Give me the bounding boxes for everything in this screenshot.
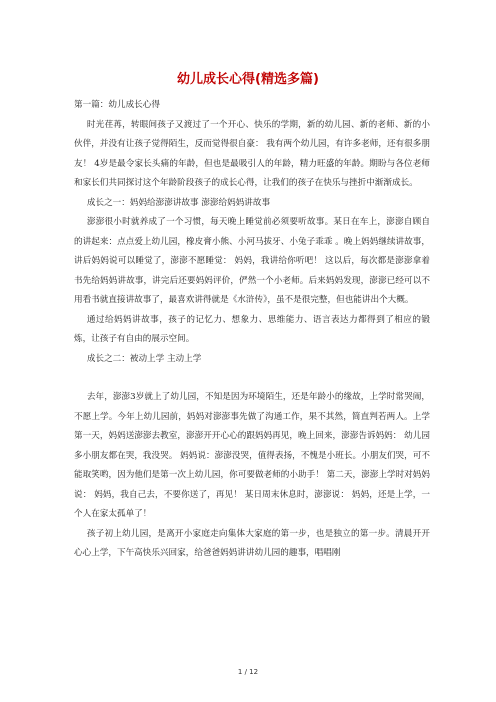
- paragraph-storytelling-summary: 通过给妈妈讲故事，孩子的记忆力、想象力、思维能力、语言表达力都得到了相应的锻炼，让孩子有自由的展示空间。: [74, 314, 430, 344]
- subheading-growth-two: 成长之二：被动上学 主动上学: [86, 353, 202, 364]
- document-title: 幼儿成长心得(精选多篇): [177, 72, 319, 87]
- section-heading: 第一篇：幼儿成长心得: [74, 100, 160, 110]
- document-body: [74, 96, 430, 564]
- subheading-growth-one: 成长之一：妈妈给澎澎讲故事 澎澎给妈妈讲故事: [86, 197, 271, 208]
- paragraph-intro: 时光荏苒，转眼间孩子又渡过了一个开心、快乐的学期，新的幼儿园、新的老师、新的小伙伴，并没有让孩子觉得陌生，反而觉得很自豪： 我有两个幼儿园，有许多老师，还有很多朋友！ 4岁是最令家长头痛的年龄，但也是最吸引人的年龄，精力旺盛的年龄。期盼与各位老师和家长们共同探讨这个年龄阶段孩子的成长心得，让我们的孩子在快乐与挫折中渐渐成长。: [74, 119, 430, 188]
- paragraph-school-summary: 孩子初上幼儿园，是离开小家庭走向集体大家庭的第一步，也是独立的第一步。清晨开开心心上学，下午高快乐兴回家，给爸爸妈妈讲讲幼儿园的趣事，唱唱刚: [74, 528, 430, 558]
- page-number: 1 / 12: [237, 668, 259, 676]
- paragraph-school: 去年，澎澎3岁就上了幼儿园，不知是因为环境陌生，还是年龄小的缘故，上学时常哭闹，不愿上学。今年上幼儿园前，妈妈对澎澎事先做了沟通工作，果不其然，简直判若两人。上学第一天，妈妈送澎澎去教室，澎澎开开心心的跟妈妈再见，晚上回来，澎澎告诉妈妈： 幼儿园多小朋友都在哭，我没哭。 妈妈说：澎澎没哭，值得表扬，不愧是小班长。小朋友们哭，可不能取笑哟，因为他们是第一次上幼儿园，你可要做老师的小助手！ 第二天，澎澎上学时对妈妈说： 妈妈，我自己去，不要你送了，再见！ 某日周末休息时，澎澎说： 妈妈，还是上学，一个人在家太孤单了！: [74, 392, 430, 519]
- paragraph-storytelling: 澎澎很小时就养成了一个习惯，每天晚上睡觉前必须要听故事。某日在车上，澎澎自顾自的讲起来：点点爱上幼儿园，橡皮膏小熊、小河马拔牙、小兔子乖乖 。晚上妈妈继续讲故事，讲后妈妈说可以睡觉了，澎澎不愿睡觉： 妈妈，我讲给你听吧！ 这以后，每次都是澎澎拿着书先给妈妈讲故事，讲完后还要妈妈评价，俨然一个小老师。后来妈妈发现，澎澎已经可以不用看书就直接讲故事了，最喜欢讲得就是《水浒传》，虽不是很完整，但也能讲出个大概。: [74, 217, 430, 305]
